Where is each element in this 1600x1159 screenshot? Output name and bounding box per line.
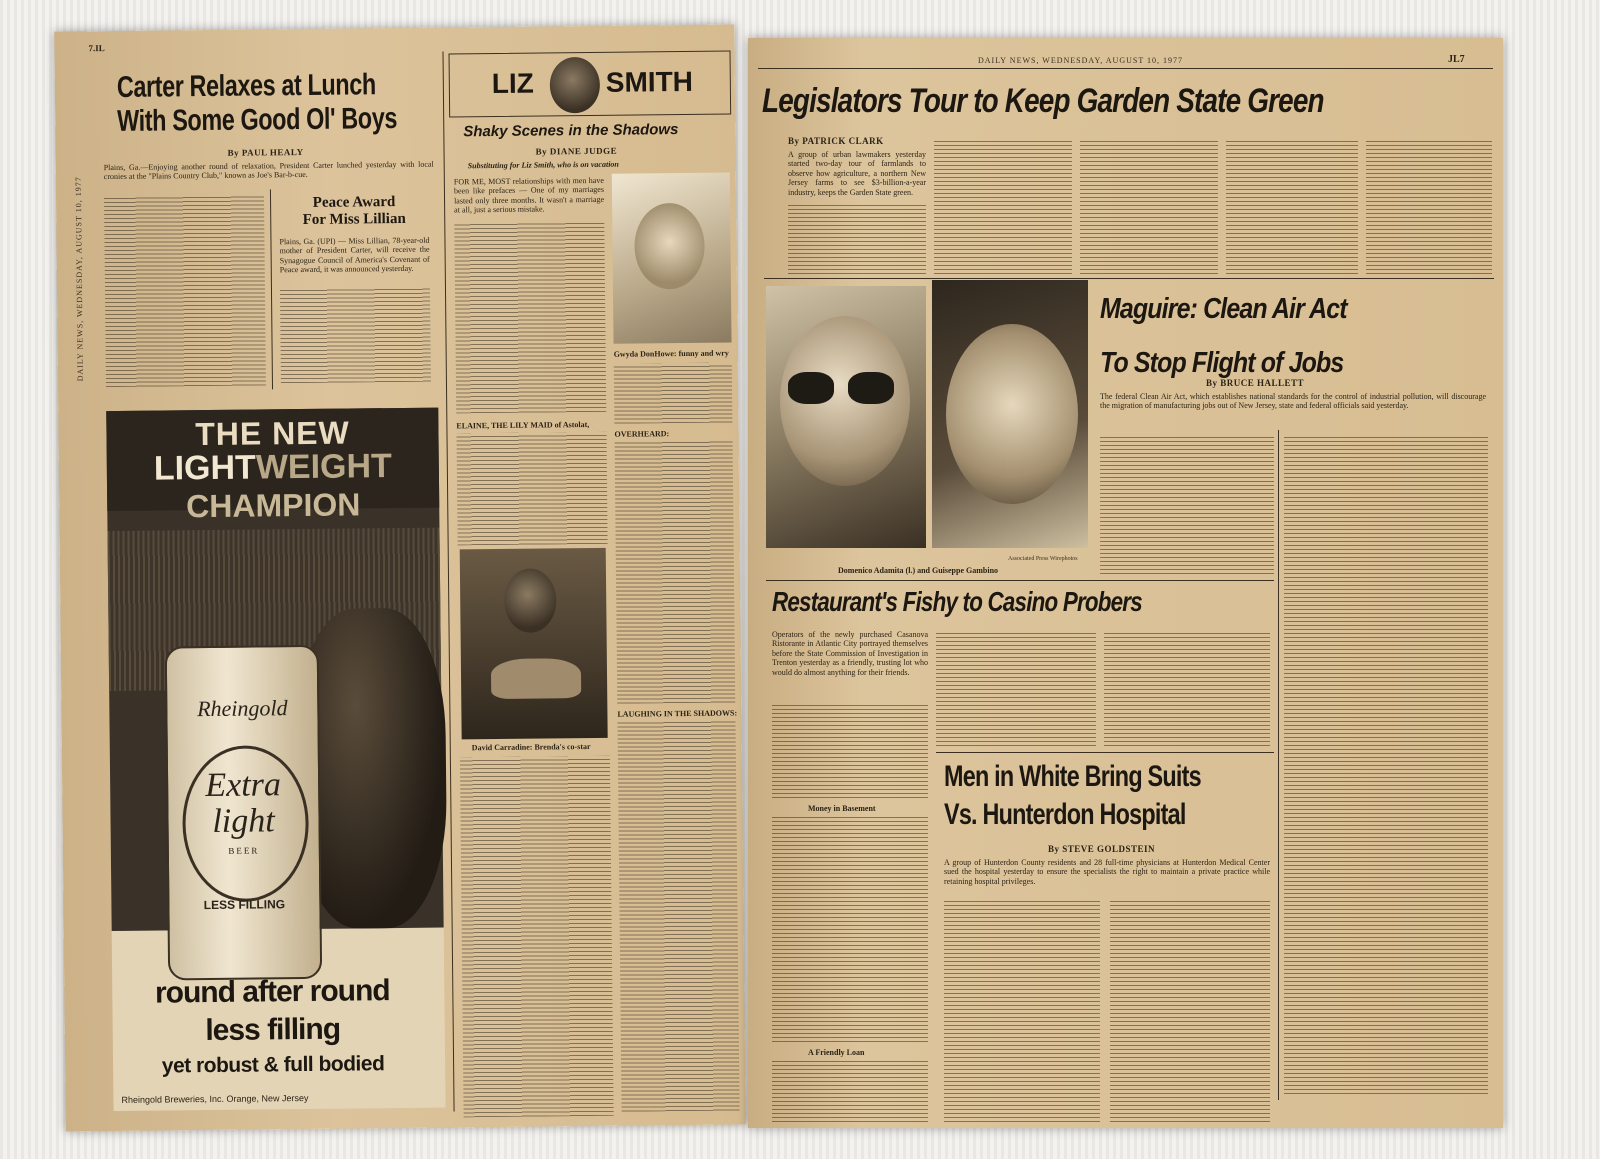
can-beer: BEER bbox=[228, 845, 260, 856]
gambino-face bbox=[946, 324, 1078, 504]
ad-line-3: CHAMPION bbox=[185, 486, 361, 525]
peace-award-box bbox=[270, 188, 433, 390]
casino-headline: Restaurant's Fishy to Casino Probers bbox=[772, 586, 1142, 617]
column-rule bbox=[442, 52, 454, 1112]
garden-body-2 bbox=[934, 138, 1072, 274]
casino-subhead-money: Money in Basement bbox=[808, 804, 876, 813]
column-body-5 bbox=[615, 441, 736, 704]
peace-headline-line1: Peace Award bbox=[312, 194, 396, 211]
garden-body-1 bbox=[788, 204, 926, 274]
maguire-byline: By BRUCE HALLETT bbox=[1206, 378, 1305, 388]
carter-body-text bbox=[104, 195, 266, 387]
gwyda-photo bbox=[612, 173, 732, 344]
ad-line-2-weight: WEIGHT bbox=[255, 447, 393, 487]
maguire-body-2 bbox=[1284, 434, 1488, 1094]
peace-lead: Plains, Ga. (UPI) — Miss Lillian, 78-year-old mother of President Carter, will receive the Synagogue Council of America's Covenant of Peace award, it was announced yesterday. bbox=[279, 235, 430, 275]
garden-body-5 bbox=[1366, 138, 1492, 274]
hunterdon-headline bbox=[944, 758, 1201, 834]
ad-line-1: THE NEW bbox=[195, 414, 350, 453]
maguire-headline-line1: Maguire: Clean Air Act bbox=[1100, 293, 1347, 325]
left-folio: 7.IL bbox=[88, 43, 105, 54]
ad-slogan-1: round after round bbox=[154, 974, 390, 1010]
hunterdon-body-2 bbox=[1110, 900, 1270, 1122]
gambino-photo bbox=[932, 280, 1088, 548]
beer-can bbox=[165, 645, 322, 981]
can-text-extra: Extra bbox=[205, 766, 282, 805]
hunterdon-headline-line1: Men in White Bring Suits bbox=[944, 760, 1201, 793]
maguire-body-1 bbox=[1100, 434, 1274, 574]
can-text-light: light bbox=[212, 802, 275, 840]
carter-headline-line2: With Some Good Ol' Boys bbox=[117, 102, 398, 138]
right-newspaper-page bbox=[748, 38, 1503, 1128]
carter-byline: By PAUL HEALY bbox=[227, 146, 304, 158]
adamita-photo bbox=[766, 286, 926, 548]
column-sub: Substituting for Liz Smith, who is on vacation bbox=[467, 159, 619, 171]
column-headline: Shaky Scenes in the Shadows bbox=[463, 121, 679, 141]
can-less-filling: LESS FILLING bbox=[203, 897, 286, 913]
carter-headline bbox=[117, 67, 453, 139]
smith-name: SMITH bbox=[605, 65, 694, 98]
photo-credit: Associated Press Wirephotos bbox=[1008, 556, 1078, 562]
column-lead: FOR ME, MOST relationships with men have been like prefaces — One of my marriages lasted only three months. It wasn't a marriage at all, just a serious mistake. bbox=[453, 175, 605, 215]
column-body-4 bbox=[460, 756, 614, 1118]
hunterdon-headline-line2: Vs. Hunterdon Hospital bbox=[944, 798, 1186, 831]
rheingold-ad bbox=[106, 408, 445, 1111]
garden-byline: By PATRICK CLARK bbox=[788, 136, 884, 146]
column-body-2 bbox=[614, 363, 733, 424]
casino-body-5 bbox=[1104, 630, 1270, 746]
column-section-elaine: ELAINE, THE LILY MAID of Astolat, bbox=[456, 420, 590, 431]
can-text bbox=[168, 767, 319, 841]
maguire-lead: The federal Clean Air Act, which establishes national standards for the control of industrial pollution, will discourage the migration of manufacturing jobs out of New Jersey, state and federal officials said yesterday. bbox=[1100, 392, 1486, 411]
top-rule bbox=[758, 68, 1493, 69]
ad-line-2-light: LIGHT bbox=[153, 448, 257, 488]
sunglasses-left-lens bbox=[788, 372, 834, 404]
peace-headline bbox=[279, 194, 429, 230]
hunterdon-byline: By STEVE GOLDSTEIN bbox=[1048, 844, 1156, 854]
gwyda-caption: Gwyda DonHowe: funny and wry bbox=[613, 348, 729, 359]
hunterdon-body-1 bbox=[944, 900, 1100, 1122]
carradine-caption: David Carradine: Brenda's co-star bbox=[471, 742, 591, 753]
ad-maker: Rheingold Breweries, Inc. Orange, New Jersey bbox=[121, 1092, 309, 1105]
garden-lead: A group of urban lawmakers yesterday started two-day tour of farmlands to observe how agriculture, a northern New Jersey farms to see $3-billion-a-year industry, keeps the Garden State green. bbox=[788, 150, 926, 197]
garden-body-4 bbox=[1226, 138, 1358, 274]
casino-subhead-loan: A Friendly Loan bbox=[808, 1048, 865, 1057]
column-body-1 bbox=[454, 222, 606, 414]
column-byline: By DIANE JUDGE bbox=[535, 145, 618, 157]
ad-slogan-2: less filling bbox=[205, 1012, 341, 1048]
maguire-headline bbox=[1100, 282, 1347, 390]
maguire-column-rule bbox=[1278, 430, 1279, 1100]
left-side-date: DAILY NEWS, WEDNESDAY, AUGUST 10, 1977 bbox=[73, 176, 85, 382]
carradine-face bbox=[504, 568, 557, 633]
guitar-shape bbox=[491, 658, 581, 699]
sunglasses-right-lens bbox=[848, 372, 894, 404]
garden-rule bbox=[764, 278, 1494, 279]
casino-body-4 bbox=[936, 630, 1096, 746]
peace-body-text bbox=[280, 288, 431, 384]
columnist-portrait bbox=[550, 57, 601, 114]
ad-photo-area bbox=[106, 408, 443, 931]
casino-body-2 bbox=[772, 816, 928, 1042]
ad-line-2 bbox=[107, 448, 439, 487]
right-folio: JL7 bbox=[1448, 54, 1465, 65]
casino-body-3 bbox=[772, 1060, 928, 1122]
casino-lead: Operators of the newly purchased Casanova Ristorante in Atlantic City portrayed themselves before the State Commission of Investigation in Trenton yesterday as a friendly, trusting lot who would do almost anything for their friends. bbox=[772, 630, 928, 677]
casino-rule bbox=[766, 580, 1274, 581]
ad-slogan-3: yet robust & full bodied bbox=[161, 1052, 385, 1078]
carter-headline-line1: Carter Relaxes at Lunch bbox=[116, 68, 376, 104]
liz-name: LIZ bbox=[491, 67, 534, 100]
garden-body-3 bbox=[1080, 138, 1218, 274]
carter-lead: Plains, Ga.—Enjoying another round of relaxation, President Carter lunched yesterday with local cronies at the "Plains Country Club," known as Joe's Bar-b-cue. bbox=[103, 159, 434, 182]
photo-caption: Domenico Adamita (l.) and Guiseppe Gambino bbox=[838, 566, 999, 575]
garden-headline: Legislators Tour to Keep Garden State Green bbox=[762, 82, 1324, 120]
casino-body-1 bbox=[772, 702, 928, 798]
hunterdon-lead: A group of Hunterdon County residents and 28 full-time physicians at Hunterdon Medical Center sued the hospital yesterday to ensure the specialists the right to maintain a private practice while retaining hospital privileges. bbox=[944, 858, 1270, 886]
column-body-6 bbox=[618, 720, 740, 1111]
left-newspaper-page bbox=[54, 24, 745, 1131]
gwyda-face bbox=[634, 203, 705, 290]
column-section-laughing: LAUGHING IN THE SHADOWS: bbox=[617, 708, 738, 719]
column-section-overheard: OVERHEARD: bbox=[614, 429, 670, 439]
carradine-photo bbox=[460, 548, 608, 740]
peace-headline-line2: For Miss Lillian bbox=[302, 210, 406, 228]
can-brand: Rheingold bbox=[197, 695, 288, 722]
hunterdon-rule bbox=[936, 752, 1274, 753]
column-body-3 bbox=[456, 432, 607, 546]
maguire-headline-line2: To Stop Flight of Jobs bbox=[1100, 347, 1344, 379]
right-dateline: DAILY NEWS, WEDNESDAY, AUGUST 10, 1977 bbox=[978, 56, 1184, 65]
liz-smith-masthead bbox=[449, 51, 732, 118]
